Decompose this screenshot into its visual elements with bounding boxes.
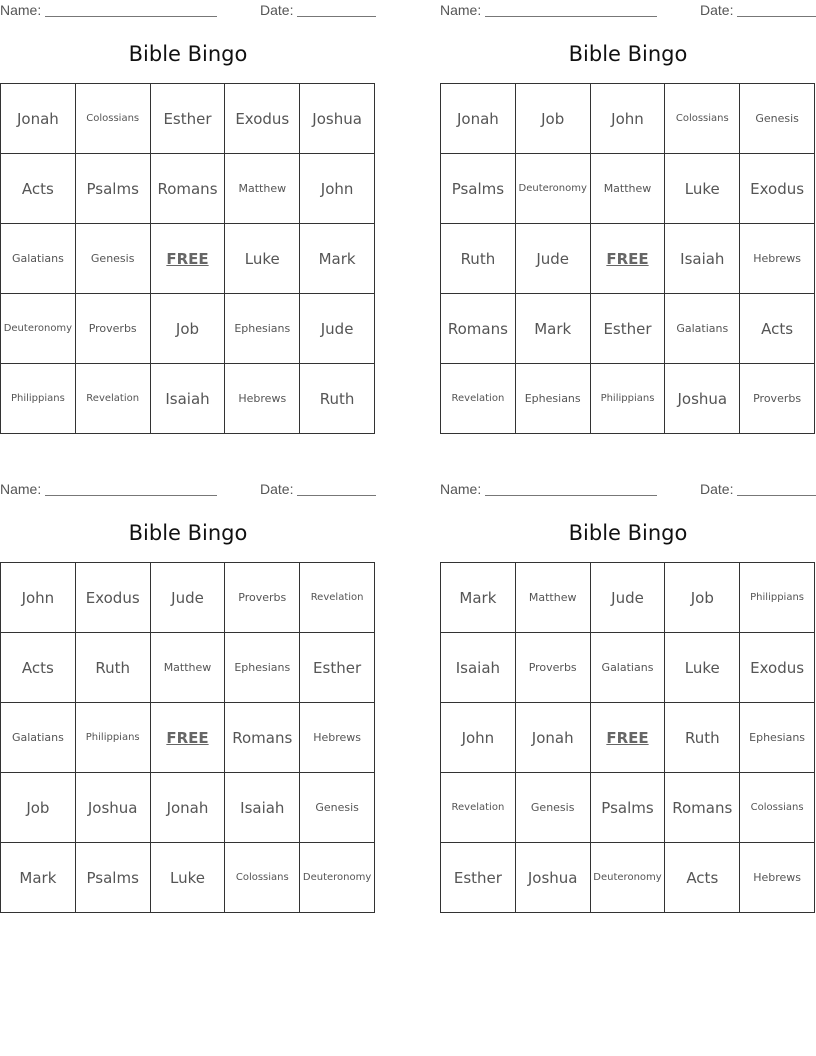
date-blank xyxy=(297,495,376,496)
bingo-cell: Galatians xyxy=(1,224,76,294)
bingo-card-1 xyxy=(0,0,376,408)
bingo-card-4 xyxy=(440,479,816,887)
bingo-cell: Ephesians xyxy=(740,703,815,773)
bingo-cell: Jonah xyxy=(151,773,226,843)
bingo-cell: Ephesians xyxy=(225,294,300,364)
bingo-card-3 xyxy=(0,479,376,887)
name-label: Name: xyxy=(0,481,42,497)
bingo-cell: Philippians xyxy=(591,364,666,434)
name-label: Name: xyxy=(0,2,42,18)
name-blank xyxy=(45,16,217,17)
bingo-cell: Matthew xyxy=(516,563,591,633)
bingo-cell: Jonah xyxy=(516,703,591,773)
bingo-cell: Colossians xyxy=(225,843,300,913)
free-space: FREE xyxy=(151,224,226,294)
bingo-cell: Revelation xyxy=(441,364,516,434)
bingo-cell: Ruth xyxy=(665,703,740,773)
free-space: FREE xyxy=(591,224,666,294)
bingo-grid xyxy=(0,562,375,913)
bingo-cell: Revelation xyxy=(76,364,151,434)
bingo-cell: Ruth xyxy=(76,633,151,703)
bingo-cell: Luke xyxy=(225,224,300,294)
bingo-cell: Mark xyxy=(1,843,76,913)
bingo-cell: Genesis xyxy=(740,84,815,154)
bingo-cell: Galatians xyxy=(665,294,740,364)
bingo-cell: John xyxy=(441,703,516,773)
bingo-cell: Galatians xyxy=(1,703,76,773)
bingo-cell: Deuteronomy xyxy=(591,843,666,913)
bingo-cell: Job xyxy=(516,84,591,154)
bingo-cell: Philippians xyxy=(740,563,815,633)
bingo-cell: Psalms xyxy=(76,843,151,913)
bingo-cell: Luke xyxy=(151,843,226,913)
bingo-grid xyxy=(440,83,815,434)
bingo-cell: Joshua xyxy=(665,364,740,434)
bingo-cell: Job xyxy=(665,563,740,633)
bingo-cell: Jonah xyxy=(1,84,76,154)
bingo-cell: Esther xyxy=(300,633,375,703)
bingo-cell: Proverbs xyxy=(516,633,591,703)
bingo-cell: Esther xyxy=(151,84,226,154)
bingo-cell: Jonah xyxy=(441,84,516,154)
bingo-cell: Exodus xyxy=(225,84,300,154)
bingo-cell: Psalms xyxy=(76,154,151,224)
bingo-cell: Psalms xyxy=(441,154,516,224)
bingo-cell: Ruth xyxy=(441,224,516,294)
bingo-cell: Romans xyxy=(151,154,226,224)
bingo-cell: Hebrews xyxy=(740,224,815,294)
bingo-cell: Luke xyxy=(665,154,740,224)
bingo-cell: Revelation xyxy=(300,563,375,633)
bingo-cell: Deuteronomy xyxy=(516,154,591,224)
bingo-cell: Joshua xyxy=(516,843,591,913)
bingo-cell: Isaiah xyxy=(225,773,300,843)
bingo-cell: Deuteronomy xyxy=(1,294,76,364)
bingo-cell: John xyxy=(591,84,666,154)
bingo-cell: Ruth xyxy=(300,364,375,434)
bingo-cell: Colossians xyxy=(740,773,815,843)
bingo-cell: Acts xyxy=(665,843,740,913)
bingo-cell: Ephesians xyxy=(516,364,591,434)
bingo-cell: Genesis xyxy=(516,773,591,843)
bingo-cell: Jude xyxy=(591,563,666,633)
bingo-cell: John xyxy=(1,563,76,633)
bingo-cell: Luke xyxy=(665,633,740,703)
bingo-cell: Jude xyxy=(300,294,375,364)
date-blank xyxy=(737,16,816,17)
bingo-cell: Matthew xyxy=(591,154,666,224)
free-space: FREE xyxy=(591,703,666,773)
bingo-cell: Acts xyxy=(740,294,815,364)
name-blank xyxy=(45,495,217,496)
card-title: Bible Bingo xyxy=(568,521,688,545)
name-label: Name: xyxy=(440,2,482,18)
bingo-cell: Matthew xyxy=(225,154,300,224)
bingo-card-2 xyxy=(440,0,816,408)
bingo-cell: Deuteronomy xyxy=(300,843,375,913)
bingo-cell: Jude xyxy=(516,224,591,294)
bingo-cell: Acts xyxy=(1,633,76,703)
bingo-cell: Joshua xyxy=(76,773,151,843)
bingo-cell: Esther xyxy=(441,843,516,913)
bingo-cell: Galatians xyxy=(591,633,666,703)
date-blank xyxy=(737,495,816,496)
bingo-cell: Mark xyxy=(516,294,591,364)
bingo-cell: Matthew xyxy=(151,633,226,703)
bingo-cell: Isaiah xyxy=(665,224,740,294)
name-date-line xyxy=(440,0,816,20)
card-title: Bible Bingo xyxy=(128,42,248,66)
bingo-cell: Colossians xyxy=(76,84,151,154)
bingo-cell: Hebrews xyxy=(300,703,375,773)
name-date-line xyxy=(440,479,816,499)
bingo-cell: Esther xyxy=(591,294,666,364)
bingo-cell: Proverbs xyxy=(740,364,815,434)
bingo-cell: Romans xyxy=(665,773,740,843)
bingo-cell: Proverbs xyxy=(225,563,300,633)
date-blank xyxy=(297,16,376,17)
bingo-cell: Exodus xyxy=(740,154,815,224)
bingo-cell: Exodus xyxy=(740,633,815,703)
date-label: Date: xyxy=(260,2,294,18)
bingo-cell: Romans xyxy=(441,294,516,364)
bingo-cell: Acts xyxy=(1,154,76,224)
name-date-line xyxy=(0,479,376,499)
bingo-cell: Jude xyxy=(151,563,226,633)
bingo-cell: Proverbs xyxy=(76,294,151,364)
bingo-cell: Hebrews xyxy=(225,364,300,434)
name-label: Name: xyxy=(440,481,482,497)
bingo-cell: Exodus xyxy=(76,563,151,633)
bingo-cell: Philippians xyxy=(1,364,76,434)
card-title: Bible Bingo xyxy=(128,521,248,545)
name-blank xyxy=(485,16,657,17)
card-title: Bible Bingo xyxy=(568,42,688,66)
date-label: Date: xyxy=(700,2,734,18)
bingo-cell: Mark xyxy=(441,563,516,633)
bingo-cell: Psalms xyxy=(591,773,666,843)
bingo-cell: Hebrews xyxy=(740,843,815,913)
bingo-cell: Genesis xyxy=(300,773,375,843)
free-space: FREE xyxy=(151,703,226,773)
bingo-cell: Isaiah xyxy=(151,364,226,434)
bingo-cell: Job xyxy=(1,773,76,843)
bingo-cell: Genesis xyxy=(76,224,151,294)
bingo-cell: Romans xyxy=(225,703,300,773)
bingo-cell: Isaiah xyxy=(441,633,516,703)
bingo-cell: Philippians xyxy=(76,703,151,773)
date-label: Date: xyxy=(260,481,294,497)
bingo-grid xyxy=(440,562,815,913)
date-label: Date: xyxy=(700,481,734,497)
bingo-grid xyxy=(0,83,375,434)
name-date-line xyxy=(0,0,376,20)
bingo-cell: John xyxy=(300,154,375,224)
name-blank xyxy=(485,495,657,496)
bingo-cell: Joshua xyxy=(300,84,375,154)
bingo-cell: Ephesians xyxy=(225,633,300,703)
bingo-cell: Mark xyxy=(300,224,375,294)
bingo-cell: Job xyxy=(151,294,226,364)
bingo-cell: Colossians xyxy=(665,84,740,154)
bingo-cell: Revelation xyxy=(441,773,516,843)
